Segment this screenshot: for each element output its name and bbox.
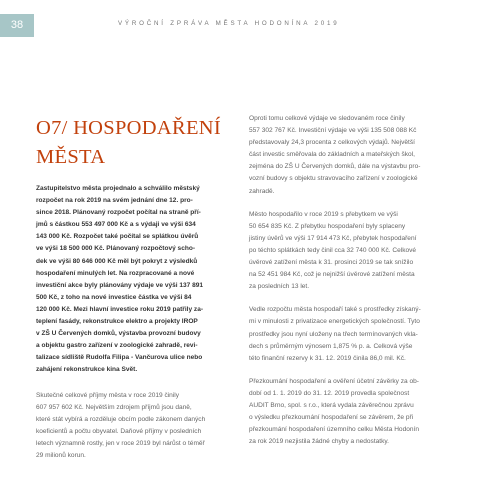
text-line: teplení fasády, rekonstrukce elektro a projekty IROP (36, 318, 198, 326)
text-line: investiční akce byly plánovány výdaje ve výši 137 891 (36, 281, 204, 289)
text-line: mi v minulosti z privatizace energetických společností. Tyto (249, 318, 420, 326)
text-line: za rok 2019 nezjistila žádné chyby a nedostatky. (249, 438, 389, 446)
text-line: v ZŠ U Červených domků, výstavba provozní budovy (36, 330, 201, 338)
text-line: část investic směřovala do základních a mateřských škol, (249, 151, 415, 159)
text-line: dech s průměrným výnosem 1,875 % p. a. Celková výše (249, 342, 413, 350)
audit-paragraph (249, 376, 446, 449)
text-line: ve výši 18 500 000 Kč. Plánovaný rozpočtový scho- (36, 245, 196, 253)
text-line: 500 Kč, z toho na nové investice částka ve výši 84 (36, 293, 192, 301)
text-line: na 52 451 984 Kč, což je nejnižší úvěrové zatížení města (249, 271, 415, 279)
text-line: o výsledku přezkoumání hospodaření se závěrem, že při (249, 414, 414, 422)
text-line: talizace sídliště Rudolfa Filipa - Vančurova ulice nebo (36, 354, 203, 362)
text-line: letech významně rostly, jen v roce 2019 byl nárůst o téměř (36, 439, 205, 447)
text-line: a objektu gastro zařízení v zoologické zahradě, revi- (36, 342, 198, 350)
heading-line: MĚSTA (36, 146, 106, 168)
left-column (36, 183, 233, 462)
text-line: dobí od 1. 1. 2019 do 31. 12. 2019 provedla společnost (249, 389, 410, 397)
text-line: po téchto splátkách tedy činil cca 32 740 000 Kč. Celkové (249, 246, 417, 254)
text-line: rozpočet na rok 2019 na svém jednání dne 12. pro- (36, 197, 193, 205)
text-line: Skutečné celkové příjmy města v roce 2019 činily (36, 391, 180, 399)
text-line: Město hospodařilo v roce 2019 s přebytkem ve výši (249, 210, 398, 218)
text-line: 120 000 Kč. Mezi hlavní investice roku 2019 patřily za- (36, 305, 204, 313)
text-line: zahradě. (249, 187, 275, 195)
text-line: koeficientů a počtu obyvatel. Daňové příjmy v posledních (36, 427, 202, 435)
text-line: představovaly 24,3 procenta z celkových výdajů. Největší (249, 139, 415, 147)
text-line: úvěrové zatížení města k 31. prosinci 2019 se tak snížilo (249, 259, 414, 267)
text-line: since 2018. Plánovaný rozpočet počítal na straně pří- (36, 209, 201, 217)
text-line: této finanční rezervy k 31. 12. 2019 činila 86,0 mil. Kč. (249, 354, 406, 362)
text-line: dek ve výši 80 646 000 Kč měl být pokryt z výsledků (36, 257, 198, 265)
text-line: hospodaření minulých let. Na rozpracované a nové (36, 269, 195, 277)
text-line: 29 milionů korun. (36, 451, 86, 459)
text-line: jmů s částkou 553 497 000 Kč a s výdaji ve výši 634 (36, 221, 196, 229)
text-line: 143 000 Kč. Rozpočet také počítal se splátkou úvěrů (36, 233, 199, 241)
text-line: 557 302 767 Kč. Investiční výdaje ve výši 135 508 088 Kč (249, 127, 417, 135)
text-line: Vedle rozpočtu města hospodaří také s prostředky získaný- (249, 306, 421, 314)
right-column (249, 113, 446, 448)
text-line: za posledních 13 let. (249, 283, 310, 291)
income-paragraph (36, 390, 233, 463)
text-line: vozní budovy s objektu stravovacího zařízení v zoologické (249, 175, 418, 183)
text-line: jistiny úvěrů ve výši 17 914 473 Kč, přebytek hospodaření (249, 234, 417, 242)
intro-paragraph (36, 183, 233, 377)
text-line: AUDIT Brno, spol. s r.o., která vydala závěrečnou zprávu (249, 401, 414, 409)
text-line: 50 654 835 Kč. Z přebytku hospodaření byly splaceny (249, 222, 406, 230)
text-line: které stát vybírá a rozděluje obcím podle zákonem daných (36, 415, 206, 423)
reserve-paragraph (249, 304, 446, 364)
surplus-paragraph (249, 209, 446, 294)
text-line: zahájení rekonstrukce kina Svět. (36, 366, 138, 374)
text-line: zejména do ZŠ U Červených domků, dále na výstavbu pro- (249, 163, 421, 171)
text-line: prostředky jsou nyní uloženy na třech termínovaných vkla- (249, 330, 418, 338)
text-line: Přezkoumání hospodaření a ověření účetní závěrky za ob- (249, 377, 419, 385)
expenditure-paragraph (249, 113, 446, 198)
running-head: VÝROČNÍ ZPRÁVA MĚSTA HODONÍNA 2019 (118, 20, 340, 27)
heading-line: O7/ HOSPODAŘENÍ (36, 117, 222, 139)
section-heading (36, 114, 236, 172)
text-line: 607 957 602 Kč. Největším zdrojem příjmů jsou daně, (36, 403, 192, 411)
text-line: Zastupitelstvo města projednalo a schválilo městský (36, 185, 200, 192)
text-line: přezkoumání hospodaření územního celku Města Hodonín (249, 426, 419, 434)
page-number: 38 (0, 14, 34, 37)
text-line: Oproti tomu celkové výdaje ve sledovaném roce činily (249, 115, 405, 122)
